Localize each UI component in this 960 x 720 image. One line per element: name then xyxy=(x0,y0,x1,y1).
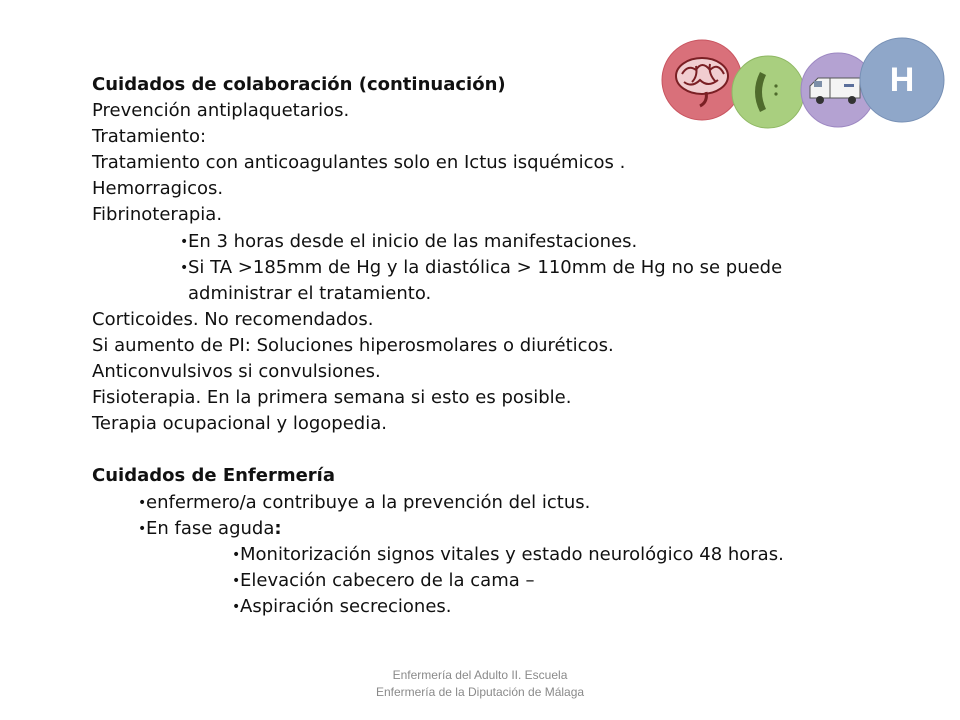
spacer xyxy=(92,437,892,463)
brain-icon xyxy=(662,40,742,120)
text-line: Anticonvulsivos si convulsiones. xyxy=(92,361,381,383)
bullet-item: • Si TA >185mm de Hg y la diastólica > 110mm de Hg no se puede xyxy=(188,255,892,281)
footer xyxy=(0,667,960,701)
footer-line: Enfermería del Adulto II. Escuela xyxy=(392,668,568,682)
bullet-item: • Elevación cabecero de la cama – xyxy=(240,568,892,594)
bullet-text: En fase aguda xyxy=(146,517,275,539)
text-line: Si aumento de PI: Soluciones hiperosmolares o diuréticos. xyxy=(92,334,614,356)
logo-circles xyxy=(660,30,950,140)
bullet-colon: : xyxy=(274,517,282,539)
bullet-item: • Aspiración secreciones. xyxy=(240,594,892,620)
slide-body xyxy=(92,72,892,620)
bullet-continuation: administrar el tratamiento. xyxy=(188,282,432,304)
text-line: Fibrinoterapia. xyxy=(92,204,223,226)
phone-icon xyxy=(732,56,804,128)
text-line: Hemorragicos. xyxy=(92,178,224,200)
text-line: Corticoides. No recomendados. xyxy=(92,308,374,330)
bullet-item: • Monitorización signos vitales y estado neurológico 48 horas. xyxy=(240,542,892,568)
text-line: Fisioterapia. En la primera semana si esto es posible. xyxy=(92,387,572,409)
bullet-item: • enfermero/a contribuye a la prevención del ictus. xyxy=(146,490,892,516)
text-line: Tratamiento: xyxy=(92,126,207,148)
footer-line: Enfermería de la Diputación de Málaga xyxy=(375,685,585,699)
hospital-h-icon xyxy=(860,38,944,122)
heading-collaboration: Cuidados de colaboración (continuación) xyxy=(92,74,506,95)
bullet-item: • En 3 horas desde el inicio de las manifestaciones. xyxy=(188,229,892,255)
text-line: Tratamiento con anticoagulantes solo en Ictus isquémicos . xyxy=(92,152,626,174)
text-line: Prevención antiplaquetarios. xyxy=(92,100,350,122)
hospital-h-label: H xyxy=(889,61,915,99)
heading-nursing: Cuidados de Enfermería xyxy=(92,465,335,487)
text-line: Terapia ocupacional y logopedia. xyxy=(92,413,387,435)
bullet-item xyxy=(146,516,892,542)
